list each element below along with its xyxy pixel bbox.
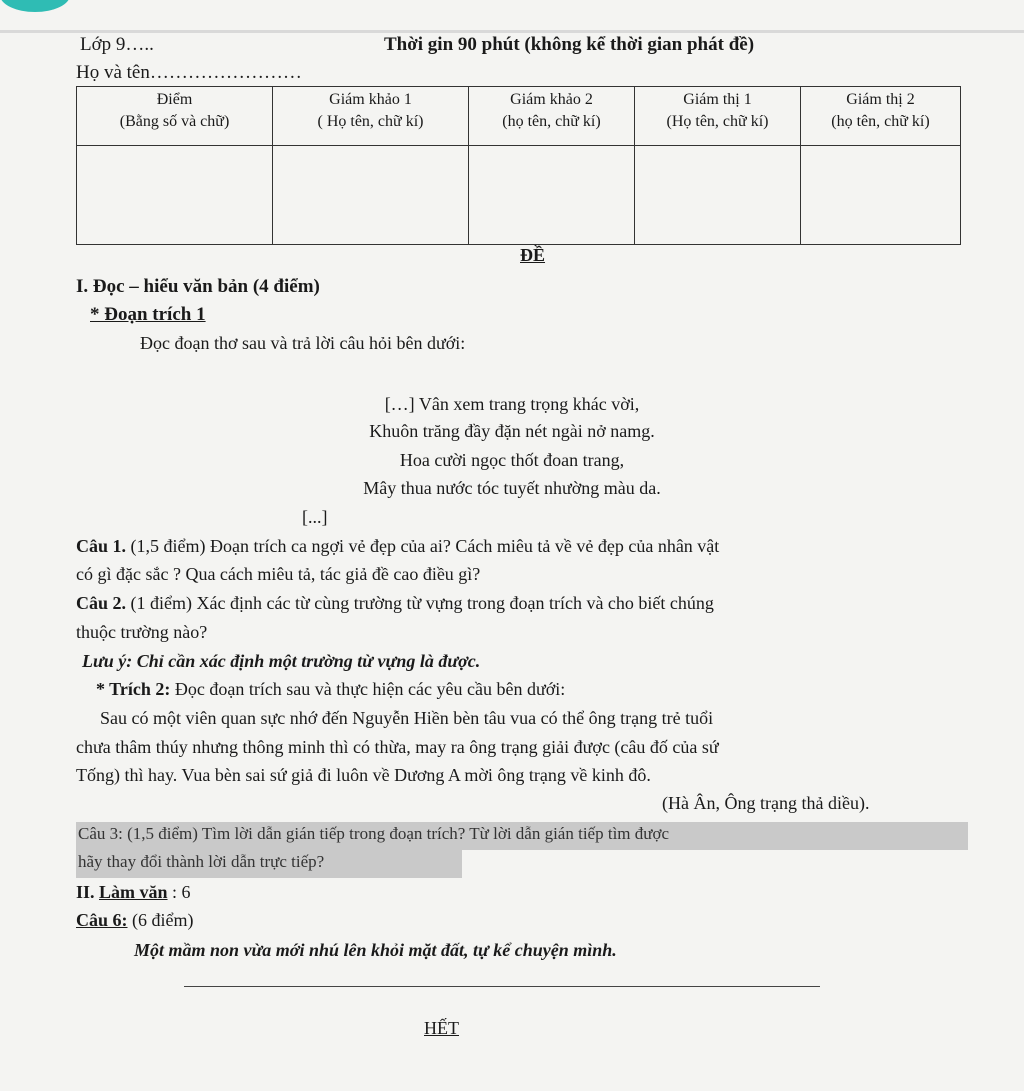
grade-col-examiner-1: Giám khảo 1 ( Họ tên, chữ kí) <box>273 87 469 146</box>
duration-label: Thời gin 90 phút (không kể thời gian phát đề) <box>384 34 755 55</box>
grade-col-examiner-2: Giám khảo 2 (họ tên, chữ kí) <box>469 87 635 146</box>
grade-col-proctor-1: Giám thị 1 (Họ tên, chữ kí) <box>635 87 801 146</box>
class-label: Lớp 9….. <box>80 34 154 55</box>
question-6-heading: Câu 6: (6 điểm) <box>76 910 194 930</box>
grade-table <box>76 86 961 245</box>
grade-cell-proctor-2[interactable] <box>801 146 961 245</box>
poem-line-2: Khuôn trăng đầy đặn nét ngài nở namg. <box>369 421 655 441</box>
question-1-line-1: Câu 1. (1,5 điểm) Đoạn trích ca ngợi vẻ đẹp của ai? Cách miêu tả về vẻ đẹp của nhân vật <box>76 536 720 556</box>
end-marker: HẾT <box>424 1018 459 1038</box>
grade-table-header-row <box>77 87 961 146</box>
question-3-line-2: hãy thay đổi thành lời dẫn trực tiếp? <box>78 852 325 871</box>
prose-line-3: Tống) thì hay. Vua bèn sai sứ giả đi luôn về Dương A mời ông trạng về kinh đô. <box>76 765 651 785</box>
grade-col-proctor-2: Giám thị 2 (họ tên, chữ kí) <box>801 87 961 146</box>
top-bar <box>0 0 1024 33</box>
question-3-line-1: Câu 3: (1,5 điểm) Tìm lời dẫn gián tiếp trong đoạn trích? Từ lời dẫn gián tiếp tìm được <box>78 824 670 843</box>
grade-cell-proctor-1[interactable] <box>635 146 801 245</box>
divider-line <box>184 986 820 987</box>
poem-ellipsis: [...] <box>302 507 328 527</box>
grade-table-blank-row <box>77 146 961 245</box>
excerpt1-label: * Đoạn trích 1 <box>90 304 206 325</box>
prose-line-2: chưa thâm thúy nhưng thông minh thì có thừa, may ra ông trạng giải được (câu đố của sứ <box>76 737 719 757</box>
note: Lưu ý: Chỉ cần xác định một trường từ vựng là được. <box>82 651 481 671</box>
grade-col-score: Điểm (Bằng số và chữ) <box>77 87 273 146</box>
grade-cell-examiner-1[interactable] <box>273 146 469 245</box>
poem-line-3: Hoa cười ngọc thốt đoan trang, <box>399 450 625 470</box>
excerpt2-heading: * Trích 2: Đọc đoạn trích sau và thực hiện các yêu cầu bên dưới: <box>96 679 566 699</box>
exam-title: ĐỀ <box>520 245 546 265</box>
prose-source: (Hà Ân, Ông trạng thả diều). <box>662 793 870 813</box>
excerpt1-instruction: Đọc đoạn thơ sau và trả lời câu hỏi bên dưới: <box>140 333 466 353</box>
question-6-prompt: Một mầm non vừa mới nhú lên khỏi mặt đất, tự kể chuyện mình. <box>134 940 617 960</box>
question-1-line-2: có gì đặc sắc ? Qua cách miêu tả, tác giả đề cao điều gì? <box>76 564 481 584</box>
section1-title: I. Đọc – hiểu văn bản (4 điểm) <box>76 276 320 297</box>
grade-cell-examiner-2[interactable] <box>469 146 635 245</box>
question-2-line-1: Câu 2. (1 điểm) Xác định các từ cùng trường từ vựng trong đoạn trích và cho biết chúng <box>76 593 714 613</box>
section2-title: II. Làm văn : 6 <box>76 882 191 902</box>
poem-line-1: […] Vân xem trang trọng khác vời, <box>384 394 640 414</box>
poem-line-4: Mây thua nước tóc tuyết nhường màu da. <box>363 478 661 498</box>
name-label: Họ và tên…………………… <box>76 62 302 83</box>
question-2-line-2: thuộc trường nào? <box>76 622 208 642</box>
prose-line-1: Sau có một viên quan sực nhớ đến Nguyễn Hiền bèn tâu vua có thể ông trạng trẻ tuổi <box>100 708 714 728</box>
grade-cell-score[interactable] <box>77 146 273 245</box>
